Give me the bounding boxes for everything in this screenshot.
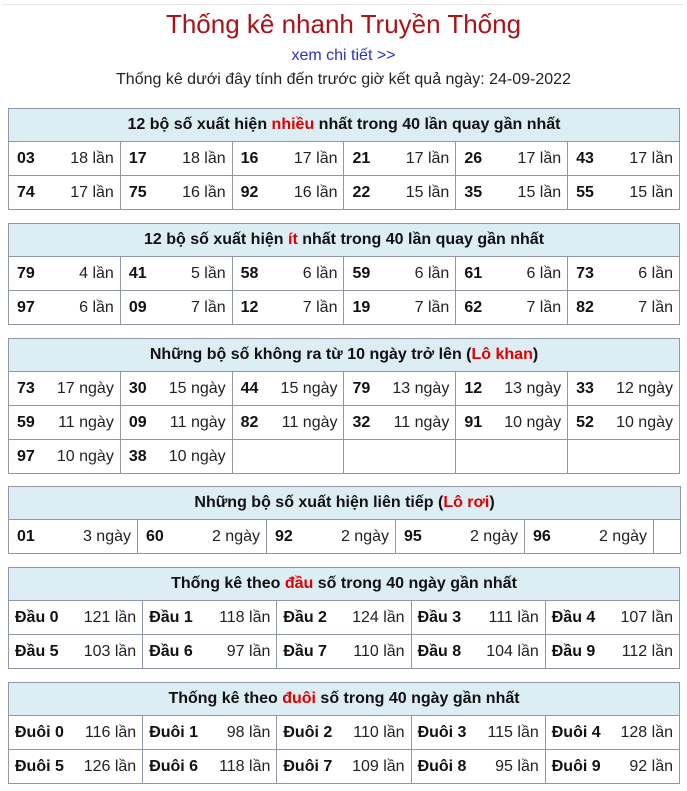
occurrence-count: 92 lần xyxy=(629,757,673,775)
days-count: 2 ngày xyxy=(340,527,389,545)
days-count: 11 ngày xyxy=(58,413,114,431)
occurrence-count: 126 lần xyxy=(83,757,137,775)
occurrence-count: 110 lần xyxy=(353,723,405,741)
tail-digit: Đuôi 2 xyxy=(283,723,333,741)
lotto-number: 41 xyxy=(128,264,147,282)
head-digit: Đầu 5 xyxy=(15,642,59,660)
empty-cell xyxy=(568,440,680,474)
table-row xyxy=(9,440,680,474)
lotto-number: 96 xyxy=(533,527,551,545)
occurrence-count: 5 lần xyxy=(190,264,226,282)
tail-digit: Đuôi 5 xyxy=(15,757,64,775)
occurrence-count: 116 lần xyxy=(84,723,137,741)
occurrence-count: 18 lần xyxy=(70,149,114,167)
lotto-number: 91 xyxy=(464,413,483,431)
table-row xyxy=(9,406,680,440)
duoi-table xyxy=(8,682,680,784)
lotto-number: 30 xyxy=(128,379,147,397)
lotto-number: 09 xyxy=(128,413,147,431)
head-digit: Đầu 3 xyxy=(417,608,462,626)
lo-roi-table xyxy=(8,486,681,554)
tail-digit: Đuôi 4 xyxy=(551,723,601,741)
table-row xyxy=(9,750,680,784)
most-frequent-header: 12 bộ số xuất hiện nhiều nhất trong 40 lần quay gần nhất xyxy=(9,109,680,142)
head-digit: Đầu 4 xyxy=(551,608,596,626)
occurrence-count: 6 lần xyxy=(526,264,562,282)
occurrence-count: 124 lần xyxy=(352,608,405,626)
occurrence-count: 4 lần xyxy=(79,264,114,282)
occurrence-count: 7 lần xyxy=(302,298,338,316)
lotto-number: 75 xyxy=(128,183,147,201)
empty-cell xyxy=(232,440,344,474)
lotto-number: 01 xyxy=(17,527,35,545)
lotto-number: 74 xyxy=(17,183,35,201)
tail-digit: Đuôi 9 xyxy=(551,757,601,775)
occurrence-count: 7 lần xyxy=(414,298,450,316)
details-link[interactable]: xem chi tiết >> xyxy=(291,47,396,64)
occurrence-count: 6 lần xyxy=(79,298,114,316)
lotto-number: 82 xyxy=(576,298,594,316)
lotto-number: 52 xyxy=(576,413,594,431)
least-frequent-header: 12 bộ số xuất hiện ít nhất trong 40 lần quay gần nhất xyxy=(9,224,680,257)
table-row xyxy=(9,520,681,554)
head-digit: Đầu 8 xyxy=(417,642,462,660)
occurrence-count: 15 lần xyxy=(629,183,673,201)
lo-khan-table xyxy=(8,338,680,474)
lotto-number: 73 xyxy=(576,264,594,282)
table-row xyxy=(9,291,680,325)
lotto-number: 35 xyxy=(464,183,483,201)
table-row xyxy=(9,257,680,291)
table-row xyxy=(9,601,680,635)
table-row xyxy=(9,635,680,669)
days-count: 10 ngày xyxy=(616,413,673,431)
lotto-number: 22 xyxy=(352,183,371,201)
tail-digit: Đuôi 0 xyxy=(15,723,64,741)
days-count: 11 ngày xyxy=(393,413,450,431)
occurrence-count: 16 lần xyxy=(293,183,338,201)
tail-digit: Đuôi 7 xyxy=(283,757,333,775)
occurrence-count: 95 lần xyxy=(495,757,539,775)
lotto-number: 82 xyxy=(240,413,259,431)
lotto-number: 92 xyxy=(275,527,293,545)
lotto-number: 59 xyxy=(17,413,35,431)
lotto-number: 60 xyxy=(146,527,164,545)
head-digit: Đầu 7 xyxy=(283,642,327,660)
head-digit: Đầu 0 xyxy=(15,608,59,626)
days-count: 13 ngày xyxy=(392,379,450,397)
days-count: 10 ngày xyxy=(504,413,562,431)
occurrence-count: 6 lần xyxy=(414,264,450,282)
occurrence-count: 17 lần xyxy=(629,149,673,167)
most-frequent-table xyxy=(8,108,680,210)
occurrence-count: 110 lần xyxy=(353,642,405,660)
days-count: 3 ngày xyxy=(82,527,131,545)
tail-digit: Đuôi 3 xyxy=(417,723,467,741)
lotto-number: 12 xyxy=(240,298,259,316)
lo-roi-header: Những bộ số xuất hiện liên tiếp (Lô rơi) xyxy=(9,487,681,520)
occurrence-count: 6 lần xyxy=(302,264,338,282)
lotto-number: 32 xyxy=(352,413,371,431)
empty-cell xyxy=(344,440,456,474)
head-digit: Đầu 2 xyxy=(283,608,327,626)
empty-cell xyxy=(654,520,681,554)
lotto-number: 58 xyxy=(240,264,259,282)
lotto-number: 79 xyxy=(17,264,35,282)
lotto-number: 12 xyxy=(464,379,483,397)
lotto-number: 09 xyxy=(128,298,147,316)
days-count: 15 ngày xyxy=(168,379,226,397)
lotto-number: 44 xyxy=(240,379,259,397)
occurrence-count: 118 lần xyxy=(219,608,271,626)
occurrence-count: 107 lần xyxy=(620,608,673,626)
tail-digit: Đuôi 6 xyxy=(149,757,199,775)
lotto-number: 43 xyxy=(576,149,594,167)
lotto-number: 33 xyxy=(576,379,594,397)
top-divider xyxy=(3,4,684,5)
lotto-number: 73 xyxy=(17,379,35,397)
occurrence-count: 104 lần xyxy=(486,642,539,660)
days-count: 12 ngày xyxy=(616,379,673,397)
occurrence-count: 111 lần xyxy=(488,608,539,626)
days-count: 17 ngày xyxy=(56,379,114,397)
occurrence-count: 109 lần xyxy=(352,757,405,775)
least-frequent-table xyxy=(8,223,680,325)
occurrence-count: 118 lần xyxy=(219,757,271,775)
lotto-number: 19 xyxy=(352,298,371,316)
days-count: 10 ngày xyxy=(56,447,114,465)
head-digit: Đầu 1 xyxy=(149,608,193,626)
days-count: 15 ngày xyxy=(280,379,338,397)
lotto-number: 17 xyxy=(128,149,147,167)
lotto-number: 26 xyxy=(464,149,483,167)
lotto-number: 97 xyxy=(17,447,35,465)
table-row xyxy=(9,716,680,750)
page-title: Thống kê nhanh Truyền Thống xyxy=(165,9,522,39)
days-count: 13 ngày xyxy=(504,379,562,397)
page-subtitle: Thống kê dưới đây tính đến trước giờ kết quả ngày: 24-09-2022 xyxy=(116,71,571,88)
occurrence-count: 121 lần xyxy=(83,608,137,626)
lotto-number: 03 xyxy=(17,149,35,167)
occurrence-count: 15 lần xyxy=(405,183,450,201)
tail-digit: Đuôi 8 xyxy=(417,757,467,775)
days-count: 2 ngày xyxy=(469,527,518,545)
dau-table xyxy=(8,567,680,669)
lotto-number: 79 xyxy=(352,379,371,397)
days-count: 11 ngày xyxy=(281,413,338,431)
lotto-number: 92 xyxy=(240,183,259,201)
head-digit: Đầu 6 xyxy=(149,642,193,660)
occurrence-count: 7 lần xyxy=(190,298,226,316)
occurrence-count: 103 lần xyxy=(83,642,137,660)
duoi-header: Thống kê theo đuôi số trong 40 ngày gần nhất xyxy=(9,683,680,716)
occurrence-count: 7 lần xyxy=(638,298,673,316)
occurrence-count: 115 lần xyxy=(487,723,539,741)
lotto-number: 55 xyxy=(576,183,594,201)
lotto-number: 16 xyxy=(240,149,259,167)
occurrence-count: 15 lần xyxy=(517,183,562,201)
occurrence-count: 16 lần xyxy=(182,183,226,201)
lotto-number: 21 xyxy=(352,149,371,167)
occurrence-count: 17 lần xyxy=(293,149,338,167)
occurrence-count: 97 lần xyxy=(226,642,271,660)
tail-digit: Đuôi 1 xyxy=(149,723,199,741)
table-row xyxy=(9,372,680,406)
lotto-number: 62 xyxy=(464,298,483,316)
occurrence-count: 6 lần xyxy=(638,264,673,282)
lotto-number: 95 xyxy=(404,527,422,545)
days-count: 2 ngày xyxy=(598,527,647,545)
lotto-number: 59 xyxy=(352,264,371,282)
occurrence-count: 17 lần xyxy=(405,149,450,167)
days-count: 2 ngày xyxy=(211,527,260,545)
occurrence-count: 128 lần xyxy=(620,723,673,741)
table-row xyxy=(9,142,680,176)
occurrence-count: 17 lần xyxy=(517,149,562,167)
days-count: 10 ngày xyxy=(168,447,226,465)
occurrence-count: 98 lần xyxy=(226,723,271,741)
table-row xyxy=(9,176,680,210)
lotto-number: 38 xyxy=(128,447,147,465)
occurrence-count: 17 lần xyxy=(70,183,114,201)
lotto-number: 61 xyxy=(464,264,483,282)
lotto-number: 97 xyxy=(17,298,35,316)
days-count: 11 ngày xyxy=(169,413,226,431)
occurrence-count: 7 lần xyxy=(526,298,562,316)
lo-khan-header: Những bộ số không ra từ 10 ngày trở lên (Lô khan) xyxy=(9,339,680,372)
empty-cell xyxy=(456,440,568,474)
dau-header: Thống kê theo đầu số trong 40 ngày gần nhất xyxy=(9,568,680,601)
occurrence-count: 112 lần xyxy=(621,642,673,660)
head-digit: Đầu 9 xyxy=(551,642,596,660)
occurrence-count: 18 lần xyxy=(182,149,226,167)
